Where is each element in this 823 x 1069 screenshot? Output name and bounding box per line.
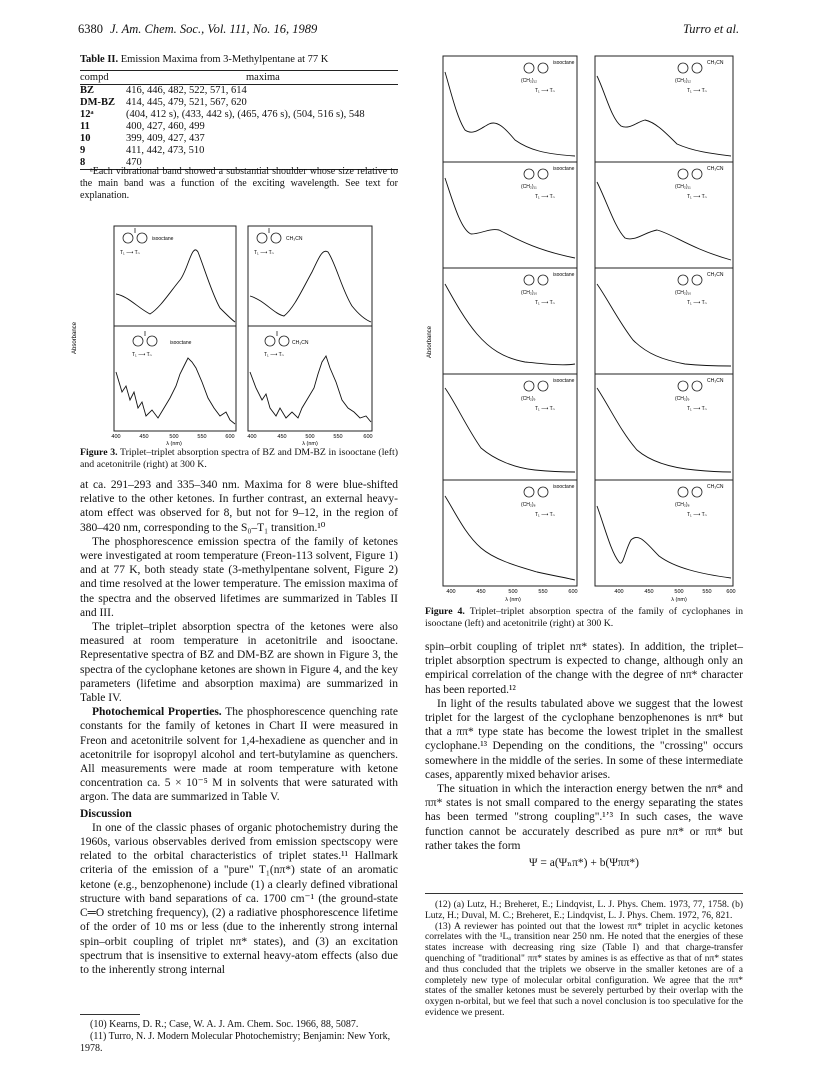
fig3-tick: 600 xyxy=(363,434,373,440)
fig4-tick: 550 xyxy=(538,589,548,595)
fig4-solvent-left: isooctane xyxy=(553,60,575,66)
paragraph: In one of the classic phases of organic photochemistry during the 1960s, various observables derived from emission spectscopy were related to the orbital characteristics of triplet states.¹¹ Hallmark criteria of the emission of a "pure" T₁(nπ*) state of an aromatic ketone (e.g., benzophenone) include (1) a clearly defined vibrational structure with band separations of ca. 1700 cm⁻¹ (the ground-state C═O stretching frequency), (2) a radiative phosphorescence lifetime of the order of 10 ms or less (due to the inherently strong internal spin–orbit coupling of triplet nπ* states), and (3) an excitation spectrum that is insensitive to external heavy-atom effects (also due to the inherently strong internal xyxy=(80,821,398,976)
fig3-solvent-right-top: CH₃CN xyxy=(286,236,303,242)
fig4-chain-label: (CH₂)₁₂ xyxy=(675,78,692,84)
right-column-text xyxy=(425,640,743,870)
fig3-tick: 550 xyxy=(197,434,207,440)
fig4-trace xyxy=(597,388,731,472)
fig4-xlabel: λ (nm) xyxy=(505,597,521,603)
paragraph: In light of the results tabulated above we suggest that the lowest triplet for the largest of the cyclophane benzophenones is nπ* but that a ππ* type state has become the lowest triplet in the smallest cyclophane.¹³ Depending on the conditions, the "crossing" occurs somewhere in the middle of the series. In some of these intermediate cases, apparently mixed behavior arises. xyxy=(425,697,743,781)
fig3-trace-dmbz-iso xyxy=(116,358,235,424)
wavefunction-equation: Ψ = a(Ψₙπ*) + b(Ψππ*) xyxy=(529,857,639,870)
fig4-tick: 400 xyxy=(446,589,456,595)
col-header-maxima: maxima xyxy=(126,71,398,85)
table-caption: Table II. Emission Maxima from 3-Methylpentane at 77 K xyxy=(80,54,329,65)
fig4-chain-label: (CH₂)₁₀ xyxy=(521,290,538,296)
fig3-tick: 450 xyxy=(139,434,149,440)
fig4-trace xyxy=(445,178,575,258)
fig3-xlabel: λ (nm) xyxy=(302,441,318,447)
fig4-trace xyxy=(445,284,575,365)
paragraph: at ca. 291–293 and 335–340 nm. Maxima for 8 were blue-shifted relative to the other ketones. In further contrast, an external heavy-atom effect was observed for 8, but not for 9–12, in the region of 380–420 nm, corresponding to the S₀–T₁ transition.¹⁰ xyxy=(80,479,398,534)
fig4-trace xyxy=(445,72,575,156)
fig3-solvent-left-top: isooctane xyxy=(152,236,174,242)
reference: (12) (a) Lutz, H.; Breheret, E.; Lindqvist, L. J. Phys. Chem. 1973, 77, 1758. (b) Lutz, H.; Duval, M. C.; Breheret, E.; Lindqvist, L. J. Phys. Chem. 1972, 76, 821. xyxy=(425,900,743,921)
fig4-solvent-right: CH₃CN xyxy=(707,60,724,66)
reference: (11) Turro, N. J. Modern Molecular Photochemistry; Benjamin: New York, 1978. xyxy=(80,1031,391,1054)
fig3-trace-bz-iso xyxy=(116,250,235,322)
reference: (10) Kearns, D. R.; Case, W. A. J. Am. Chem. Soc. 1966, 88, 5087. xyxy=(90,1019,359,1030)
reference: (13) A reviewer has pointed out that the lowest ππ* triplet in acyclic ketones correlates with the ¹Lₐ transition near 250 nm. He noted that the energies of these states increase with decreasing ring size (Table I) and that charge-transfer quenching of "traditional" ππ* states by amines is as effective as that of nπ* states and thus concluded that the triplets we observe in the smaller ketones are of a completely new type of molecular orbital configuration. We agree that the ππ* states of the smaller ketones must be severely perturbed by their overlap with the oxygen n-orbital, but we feel that such a novel conclusion is too speculative for the evidence we present. xyxy=(425,921,743,1018)
table-row: 11 400, 427, 460, 499 xyxy=(80,121,205,132)
fig4-solvent-right: CH₃CN xyxy=(707,484,724,490)
journal-citation: J. Am. Chem. Soc., Vol. 111, No. 16, 1989 xyxy=(110,22,318,36)
fig3-transition-label: T₁ ⟶ Tₙ xyxy=(120,250,140,256)
fig3-tick: 450 xyxy=(277,434,287,440)
fig3-transition-label: T₁ ⟶ Tₙ xyxy=(132,352,152,358)
fig3-solvent-left-bottom: isooctane xyxy=(170,340,192,346)
fig3-trace-dmbz-acn xyxy=(250,356,371,422)
figure-3-spectra xyxy=(72,222,398,447)
fig4-tick: 450 xyxy=(476,589,486,595)
table-header-row xyxy=(80,71,398,85)
fig4-solvent-left: isooctane xyxy=(553,272,575,278)
fig3-trace-bz-acn xyxy=(250,251,371,322)
col-header-compd: compd xyxy=(80,71,126,85)
figure-4-spectra xyxy=(425,52,745,604)
paragraph: The situation in which the interaction energy betwen the nπ* and ππ* states is not small compared to the energy separating the states has been termed "strong coupling".¹ʼ³ In such cases, the wave function cannot be accurately described as pure nπ* or ππ* but rather takes the form xyxy=(425,783,743,852)
discussion-heading: Discussion xyxy=(80,807,132,820)
emission-maxima-table xyxy=(80,70,398,170)
fig4-tick: 600 xyxy=(726,589,736,595)
running-authors: Turro et al. xyxy=(683,22,740,36)
paragraph: The triplet–triplet absorption spectra of the ketones were also measured at room temperature in acetonitrile and isooctane. Representative spectra of BZ and DM-BZ are shown in Figure 3, the spectra of the cyclophane ketones are shown in Figure 4, and the key parameters (lifetime and absorption maxima) are summarized in Table IV. xyxy=(80,621,398,705)
section-subhead: Photochemical Properties. xyxy=(92,706,222,719)
left-references xyxy=(80,1019,398,1055)
fig4-transition: T₁ ⟶ Tₙ xyxy=(687,406,707,412)
fig4-transition: T₁ ⟶ Tₙ xyxy=(687,194,707,200)
fig3-tick: 500 xyxy=(305,434,315,440)
table-row: DM-BZ 414, 445, 479, 521, 567, 620 xyxy=(80,97,247,108)
figure-3-caption: Figure 3. Triplet–triplet absorption spectra of BZ and DM-BZ in isooctane (left) and acetonitrile (right) at 300 K. xyxy=(80,447,399,470)
fig4-chain-label: (CH₂)₁₀ xyxy=(675,290,692,296)
fig3-tick: 550 xyxy=(333,434,343,440)
fig4-chain-label: (CH₂)₁₂ xyxy=(521,78,538,84)
fig3-transition-label: T₁ ⟶ Tₙ xyxy=(254,250,274,256)
fig4-transition: T₁ ⟶ Tₙ xyxy=(687,88,707,94)
table-row: BZ 416, 446, 482, 522, 571, 614 xyxy=(80,85,247,96)
table-row: 9 411, 442, 473, 510 xyxy=(80,145,205,156)
fig4-transition: T₁ ⟶ Tₙ xyxy=(535,194,555,200)
fig4-transition: T₁ ⟶ Tₙ xyxy=(535,406,555,412)
fig3-tick: 400 xyxy=(111,434,121,440)
fig4-transition: T₁ ⟶ Tₙ xyxy=(535,88,555,94)
fig4-transition: T₁ ⟶ Tₙ xyxy=(687,512,707,518)
fig4-chain-label: (CH₂)₈ xyxy=(675,502,690,508)
fig4-trace xyxy=(445,496,575,580)
fig4-tick: 450 xyxy=(644,589,654,595)
fig3-tick: 400 xyxy=(247,434,257,440)
table-footnote: ᵃEach vibrational band showed a substantial shoulder whose size relative to the main band was a function of the exciting wavelength. See text for explanation. xyxy=(80,166,398,201)
fig4-solvent-left: isooctane xyxy=(553,166,575,172)
fig4-tick: 500 xyxy=(674,589,684,595)
fig4-solvent-right: CH₃CN xyxy=(707,272,724,278)
fig3-solvent-right-bottom: CH₃CN xyxy=(292,340,309,346)
fig4-chain-label: (CH₂)₈ xyxy=(521,502,536,508)
fig3-tick: 600 xyxy=(225,434,235,440)
fig4-chain-label: (CH₂)₁₁ xyxy=(521,184,537,190)
fig4-solvent-left: isooctane xyxy=(553,484,575,490)
paragraph: spin–orbit coupling of triplet nπ* states). In addition, the triplet–triplet absorption spectrum is expected to change, although only an empirical correlation of the change with the degree of nπ* character has been reported.¹² xyxy=(425,641,743,696)
left-column-text xyxy=(80,478,398,977)
fig4-tick: 600 xyxy=(568,589,578,595)
fig4-tick: 500 xyxy=(508,589,518,595)
fig4-solvent-right: CH₃CN xyxy=(707,378,724,384)
fig4-chain-label: (CH₂)₁₁ xyxy=(675,184,691,190)
footnote-rule xyxy=(425,893,743,894)
paragraph: The phosphorescence emission spectra of the family of ketones were investigated at room temperature (Freon-113 solvent, Figure 1) and at 77 K, both steady state (3-methylpentane solvent, Figure 2) and time resolved at the lower temperature. The emission maxima of the spectra and the observed lifetimes are summarized in Tables II and III. xyxy=(80,535,398,619)
fig4-transition: T₁ ⟶ Tₙ xyxy=(535,512,555,518)
fig4-solvent-left: isooctane xyxy=(553,378,575,384)
fig4-transition: T₁ ⟶ Tₙ xyxy=(535,300,555,306)
fig4-trace xyxy=(597,182,731,260)
fig3-transition-label: T₁ ⟶ Tₙ xyxy=(264,352,284,358)
fig4-xlabel: λ (nm) xyxy=(671,597,687,603)
figure-4-caption: Figure 4. Triplet–triplet absorption spectra of the family of cyclophanes in isooctane (left) and acetonitrile (right) at 300 K. xyxy=(425,606,743,629)
page-number: 6380 xyxy=(78,22,103,36)
fig3-xlabel: λ (nm) xyxy=(166,441,182,447)
fig4-chain-label: (CH₂)₉ xyxy=(675,396,690,402)
footnote-rule xyxy=(80,1014,140,1015)
fig4-transition: T₁ ⟶ Tₙ xyxy=(687,300,707,306)
fig4-trace xyxy=(445,388,575,472)
fig3-tick: 500 xyxy=(169,434,179,440)
paragraph: Photochemical Properties. The phosphorescence quenching rate constants for the family of ketones in Chart II were measured in Freon and acetonitrile solvent for 1,4-hexadiene as quencher and in acetonitrile for isopropyl alcohol and tert-butylamine as quenchers. All measurements were made at room temperature with ketone concentration ca. 5 × 10⁻⁵ M in solvents that were saturated with argon. The data are summarized in Table V. xyxy=(80,706,398,804)
fig4-ylabel: Absorbance xyxy=(427,325,433,359)
table-row: 10 399, 409, 427, 437 xyxy=(80,133,205,144)
table-row: 8 470 xyxy=(80,157,398,170)
fig4-tick: 550 xyxy=(702,589,712,595)
fig4-trace xyxy=(597,506,731,578)
fig4-trace xyxy=(597,284,731,366)
table-row: 12ᵃ (404, 412 s), (433, 442 s), (465, 476 s), (504, 516 s), 548 xyxy=(80,109,365,120)
fig4-trace xyxy=(597,76,731,156)
fig3-panel-dmbz-ch3cn xyxy=(248,326,372,431)
right-references xyxy=(425,900,743,1019)
fig4-tick: 400 xyxy=(614,589,624,595)
fig4-solvent-right: CH₃CN xyxy=(707,166,724,172)
fig3-ylabel: Absorbance xyxy=(72,321,78,355)
fig4-chain-label: (CH₂)₉ xyxy=(521,396,536,402)
